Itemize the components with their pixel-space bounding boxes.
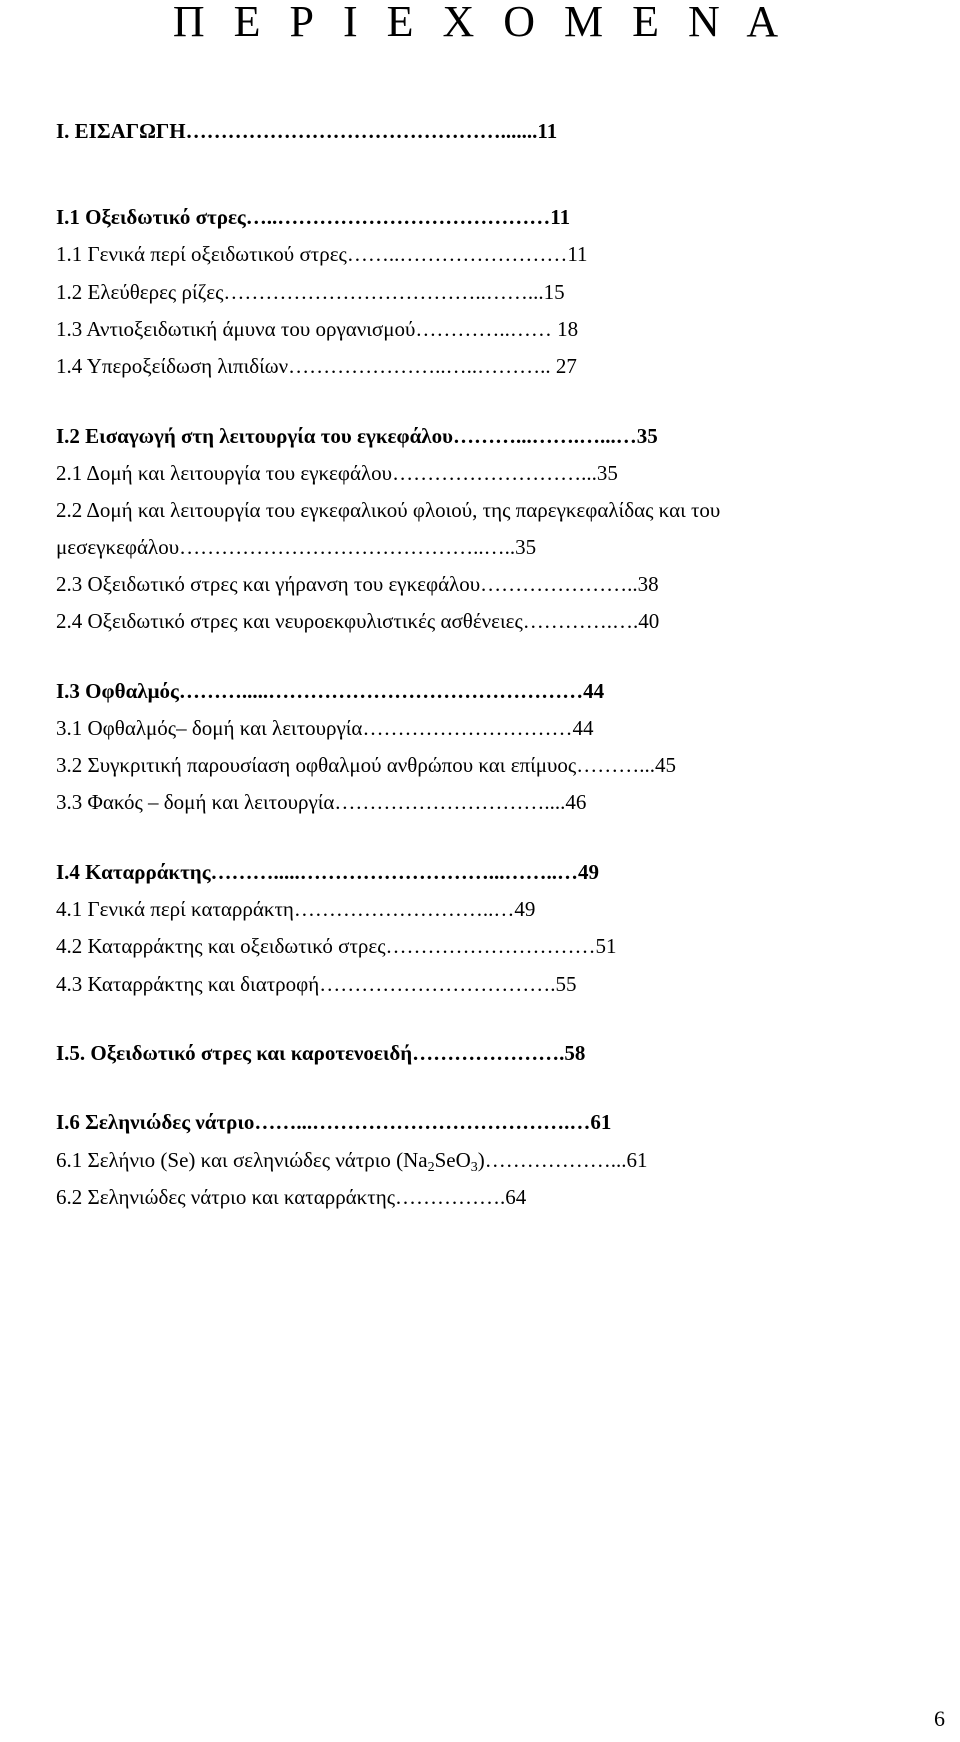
toc-entry-4-1: 4.1 Γενικά περί καταρράκτη………………………..…49 bbox=[56, 897, 536, 921]
toc-entry-1-1: 1.1 Γενικά περί οξειδωτικού στρες……..……………………11 bbox=[56, 242, 588, 266]
toc-entry-4-3: 4.3 Καταρράκτης και διατροφή…………………………….55 bbox=[56, 972, 577, 996]
subscript-2: 2 bbox=[427, 1160, 435, 1175]
subscript-3: 3 bbox=[470, 1160, 478, 1175]
toc-entry-6-2: 6.2 Σεληνιώδες νάτριο και καταρράκτης…………….64 bbox=[56, 1185, 527, 1209]
toc-entry-3-1: 3.1 Οφθαλμός– δομή και λειτουργία…………………………44 bbox=[56, 716, 594, 740]
toc-section-6: Ι.6 Σεληνιώδες νάτριο……...……………………………….…61 bbox=[56, 1110, 612, 1134]
toc-entry-1-2: 1.2 Ελεύθερες ρίζες………………………………..……...15 bbox=[56, 280, 565, 304]
page-number: 6 bbox=[934, 1706, 945, 1731]
toc-section-3: Ι.3 Οφθαλμός……….....………………………………………44 bbox=[56, 679, 605, 703]
toc-entry-4-2: 4.2 Καταρράκτης και οξειδωτικό στρες…………………………51 bbox=[56, 934, 617, 958]
toc-entry-3-2: 3.2 Συγκριτική παρουσίαση οφθαλμού ανθρώπου και επίμυος………...45 bbox=[56, 753, 676, 777]
toc-entry-6-1-text: 6.1 Σελήνιο (Se) και σεληνιώδες νάτριο (Na bbox=[56, 1148, 428, 1172]
toc-entry-2-1: 2.1 Δομή και λειτουργία του εγκεφάλου………………………...35 bbox=[56, 461, 618, 485]
toc-entry-6-1 bbox=[56, 1146, 960, 1182]
toc-entry-2-3: 2.3 Οξειδωτικό στρες και γήρανση του εγκεφάλου…………………..38 bbox=[56, 572, 659, 596]
toc-chapter-1: Ι. ΕΙΣΑΓΩΓΗ……………………………………….......11 bbox=[56, 119, 558, 143]
toc-entry-2-4: 2.4 Οξειδωτικό στρες και νευροεκφυλιστικές ασθένειες………….….40 bbox=[56, 609, 660, 633]
toc-entry-6-1-page: )………………...61 bbox=[477, 1148, 648, 1172]
toc-section-4: Ι.4 Καταρράκτης……….....………………………...……..…49 bbox=[56, 860, 600, 884]
toc-entry-1-4: 1.4 Υπεροξείδωση λιπιδίων…………………..…..……….. 27 bbox=[56, 354, 577, 378]
toc-section-2: Ι.2 Εισαγωγή στη λειτουργία του εγκεφάλου………...…….…...…35 bbox=[56, 424, 658, 448]
toc-entry-3-3: 3.3 Φακός – δομή και λειτουργία…………………………....46 bbox=[56, 790, 587, 814]
toc-entry-2-2: 2.2 Δομή και λειτουργία του εγκεφαλικού φλοιού, της παρεγκεφαλίδας και του bbox=[56, 498, 721, 522]
page-title: Π Ε Ρ Ι Ε Χ Ο Μ Ε Ν Α bbox=[172, 0, 788, 46]
toc-section-5: Ι.5. Οξειδωτικό στρες και καροτενοειδή………………….58 bbox=[56, 1041, 586, 1065]
toc-entry-2-2-cont: μεσεγκεφάλου……………………………………..…..35 bbox=[56, 535, 537, 559]
formula-seo: SeO bbox=[434, 1148, 471, 1172]
toc-section-1: Ι.1 Οξειδωτικό στρες…..…………………………………11 bbox=[56, 205, 571, 229]
toc-entry-1-3: 1.3 Αντιοξειδωτική άμυνα του οργανισμού…………..…… 18 bbox=[56, 317, 579, 341]
